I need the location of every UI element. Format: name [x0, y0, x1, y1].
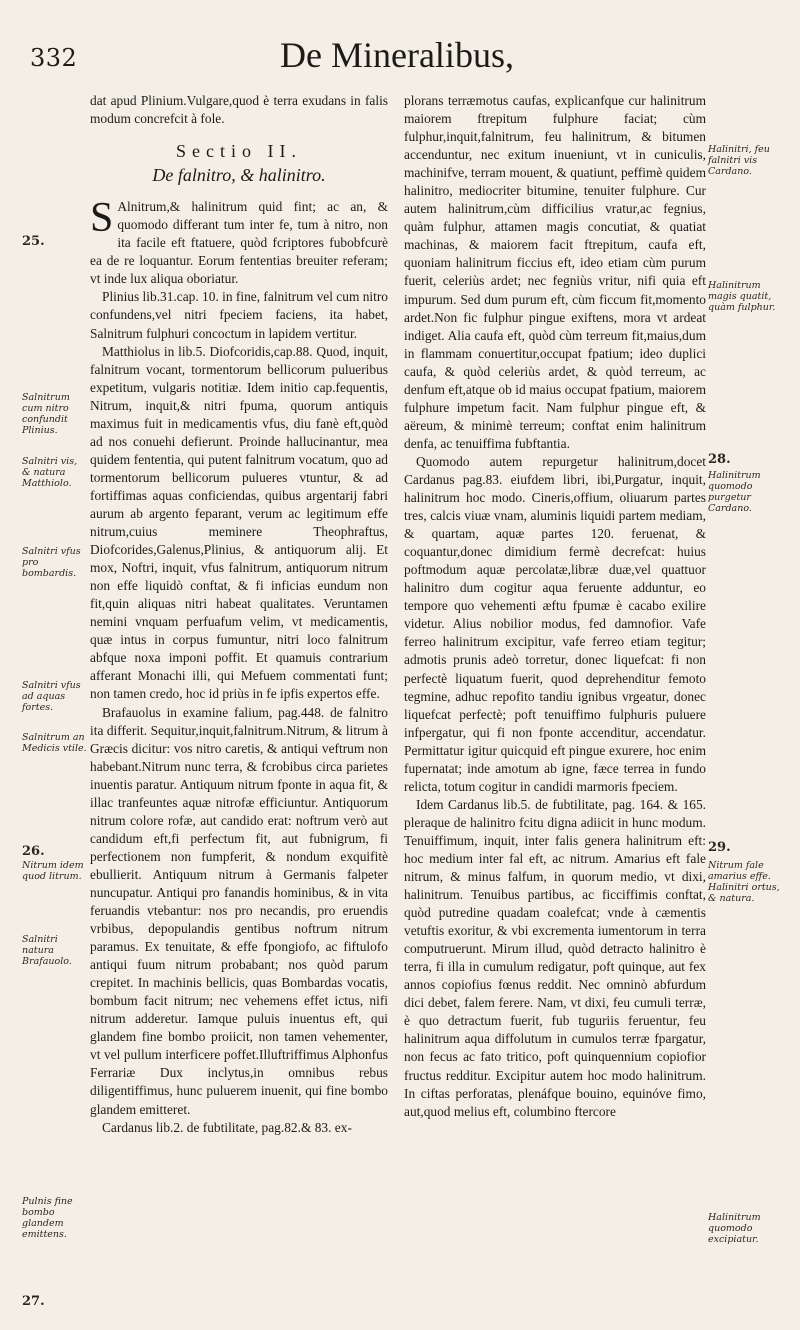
paragraph: Idem Cardanus lib.5. de fubtilitate, pag. 164. & 165. pleraque de halinitro fcitu digna adiicit in hunc modum. Tenuiffimum, inquit, inter falis genera halinitrum eft: hoc medium inter fal eft, ac nitrum. Amarius eft fale nitrum, & minus falfum, in quorum medio, vt dixi, halinitrum. Tenuibus partibus, ac ficciffimis conftat, quòd putredine quadam coalefcat; vnde à cæmentis vetuftis exoritur, & vbi excrementa iumentorum in terra computruerunt. Mirum illud, quòd detracto halinitro è terra, fi illa in cumulum redigatur, poft quinque, aut fex annos copiofius fœnus reddit. Nec omninò abfurdum dici debet, falem ferere. Nam, vt dixi, feu cumuli terræ, è quo detractum fuerit, fub tuguriis feruentur, feu halinitrum aqua diffolutum in cumulos terræ fpargatur, non fecus ac fato tritico, poft quinquennium copiofior fructus redditur. Excipitur autem hoc modo halinitrum. In ciftas perforatas, plenáfque bouino, equinóve fimo, aut,quod melius eft, columbino ftercore	[404, 796, 706, 1119]
paragraph: Cardanus lib.2. de fubtilitate, pag.82.& 83. ex-	[102, 1119, 352, 1135]
margin-note: Halinitrum quomodo purgetur Cardano.	[708, 470, 761, 514]
paragraph: Matthiolus in lib.5. Diofcoridis,cap.88. Quod, inquit, falnitrum vocant, tormentorum bellicorum pulueribus expetitum, vulgaris notitiæ. Idem initio cap.fequentis, Nitrum, inquit,& nitri fpuma, quorum antiquis maximus fuit in medicamentis vfus, diu fanè eft,quòd ad nos conuehi defierunt. Proinde hallucinantur, mea quidem fententia, qui putent falnitrum vocatum, quo ad tormentorum bellicorum pulueres vtuntur, & ad fortiffimas aquas conficiendas, quibus argentarij fabri aurum ab argento feparant, verum ac legitimum effe nitrum,cuius meminere Theophraftus, Diofcorides,Galenus,Plinius, & antiquorum alij. Et mox, Noftri, inquit, vfus falnitrum, antiquorum nitrum non effe liquidò conftat, & fi inficias eundum non fit,quin aliquas nitri habeat qualitates. Veruntamen nemini vnquam perfuafum velim, vt medicamentis, quæ intus in corpus fumuntur, nitri loco falnitrum abfque noxa imponi poffit. Et quamuis contrarium afferant Monachi illi, qui Mefuem commentati funt; non tamen credo, hoc id priùs in fe ipfis expertos effe.	[90, 343, 388, 702]
margin-note: Salnitri natura Brafauolo.	[22, 934, 72, 967]
drop-capital: S	[90, 195, 114, 242]
margin-note: Halinitrum quomodo excipiatur.	[708, 1212, 761, 1245]
margin-note: Nitrum idem quod litrum.	[22, 860, 84, 882]
margin-note: Salnitrum an Medicis vtile.	[22, 732, 87, 754]
section-title: De falnitro, & halinitro.	[152, 165, 326, 186]
paragraph: Plinius lib.31.cap. 10. in fine, falnitrum vel cum nitro confundens,vel nitri fpeciem faciens, ita habet, Salnitrum fulphuri concoctum in lapidem vertitur.	[90, 289, 388, 341]
margin-note: Nitrum fale amarius effe. Halinitri ortus, & natura.	[708, 860, 780, 904]
right-margin	[708, 84, 782, 1330]
page-header	[0, 14, 800, 84]
section-number-29: 29.	[708, 840, 731, 855]
section-number-26: 26.	[22, 844, 45, 859]
left-column	[90, 92, 388, 1137]
margin-note: Halinitri, feu falnitri vis Cardano.	[708, 144, 770, 177]
margin-note: Halinitrum magis quatit, quàm fulphur.	[708, 280, 776, 313]
paragraph	[90, 195, 388, 288]
margin-note: Salnitrum cum nitro confundit Plinius.	[22, 392, 70, 436]
running-title: De Mineralibus,	[280, 35, 514, 75]
section-number-28: 28.	[708, 452, 731, 467]
margin-note: Salnitri vfus ad aquas fortes.	[22, 680, 81, 713]
paragraph: Brafauolus in examine falium, pag.448. de falnitro ita differit. Sequitur,inquit,falnitrum.Nitrum, & litrum à Græcis dicitur: vos nitro caretis, & antiqui veftrum non habebant.Nitrum nunc terra, & fcrobibus circa parietes inuentis paratur. Antiquum nitrum fponte in aqua fit, & illac tranfeuntes aquæ nitrofæ efficiuntur. Antiquorum nitrum colore rofæ, aut candido erat: noftrum verò aut candidum eft,fi perfectum fit, aut fubnigrum, fi perfectionem non fumpferit, & nondum exquifitè ebullierit. Antiquum nitrum à Germanis falpeter nuncupatur. Antiqui pro fanandis hominibus, & in vita feruandis vtebantur: nos pro necandis, pro eruendis vrbibus, depopulandis gentibus noftrum nitrum paramus. Ex tenuitate, & effe fpongiofo, ac fiftulofo antiqui fuum nitrum probabant; nos quòd parum crepitet. In machinis bellicis, quas Bombardas vocatis, bombum facit nitrum; nec vehemens effet ictus, nifi nitrum adderetur. Iamque puluis inuentus eft, qui glandem fine bombo proiicit, non tamen vehementer, vt vel pullum interficere poffet.Illuftriffimus Alphonfus Ferrariæ Dux inclytus,in omnibus rebus diligentiffimus, hunc puluerem inuenit, qui fine bombo glandem emitteret.	[90, 704, 388, 1117]
margin-note: Pulnis fine bombo glandem emittens.	[22, 1196, 73, 1240]
margin-note: Salnitri vfus pro bombardis.	[22, 546, 81, 579]
paragraph: plorans terræmotus caufas, explicanfque cur halinitrum maiorem ftrepitum fulphure faciat; cùm fulphur,inquit,falnitrum, feu halinitrum, & bitumen accenduntur, nec exitum inueniunt, vt in cuniculis, machinifve, terram mouent, & quatiunt, peffimè quidem halinitro, mediocriter bitumine, tenuiter fulphure. Cur autem halinitrum,cùm difficilius vratur,ac fegnius, quàm fulphur, attamen magis concutiat, & quatiat machinas, & maiorem facit ftrepitum, caufa eft, quoniam halinitrum ficcius eft, ideo etiam cùm purum fuerit, celeriùs ardet; nec fegniùs vritur, nifi quia eft impurum. Sed dum purum eft, cùm ficcum fit,momento ardet.Non fic fulphur pingue exiftens, mora vt ardeat indiget. Alia caufa eft, quòd cùm terreum fit,maius,dum in flammam conuertitur,occupat fpatium; ideo duplici caufa, & quòd celeriùs ardet, & quòd terreum, ac denfum eft,atque ob id maius occupat fpatium, maiorem fulphure impetum facit. Nam fulphur pingue eft, & aëreum, & minimè terreum; conftat enim halinitrum denfa, ac tenuiffima fubftantia.	[404, 93, 706, 451]
section-number-27: 27.	[22, 1294, 45, 1309]
section-label: Sectio II.	[176, 141, 302, 162]
page-number: 332	[30, 44, 78, 72]
right-column	[404, 92, 706, 1121]
margin-note: Salnitri vis, & natura Matthiolo.	[22, 456, 78, 489]
paragraph: Quomodo autem repurgetur halinitrum,docet Cardanus pag.83. eiufdem libri, ibi,Purgatur, inquit, halinitrum hoc modo. Cineris,offium, oliuarum partes tres, calcis viuæ vnam, aluminis liquidi partem mediam, & quartam, aquæ partes 120. feruenat, & coquantur,donec dimidium fermè decrefcat: huius poftmodum aquæ percolatæ,libræ duæ,vel quattuor halinitro dum cogitur aqua feruente adduntur, eo tempore quo vehementi æftu fpumæ è cacabo exilire videtur. Alius nobilior modus, fed damnofior. Vafe ferreo halinitrum excipitur, vafe ferreo etiam tegitur; admotis prunis adeò torretur, donec liquefcat: fi non perfectè liquatum fuerit, quod deprehenditur femoto tegmine, adhuc repofito tandiu ignibus vrgeatur, donec liquefcat perfectè; poft tenuiffimo fulphuris puluere infpergatur, qui fi non fponte accenditur, accendatur. Permittatur igitur quicquid eft pingue exurere, hoc enim fupernatat; inde amotum ab igne, fæce terrea in fundo relicta, totum cogitur in candidi marmoris fpeciem.	[404, 453, 706, 794]
paragraph-text: Alnitrum,& halinitrum quid fint; ac an, & quomodo differant tum inter fe, tum à nitro, non ita facile eft ftatuere, quòd fcriptores fubobfcurè ea de re loquantur. Eorum fententias breuiter referam; vt inde lux aliqua oboriatur.	[90, 199, 388, 287]
intro-paragraph: dat apud Plinium.Vulgare,quod è terra exudans in falis modum concrefcit à fole.	[90, 93, 388, 127]
left-margin	[22, 84, 88, 1330]
section-number-25: 25.	[22, 234, 45, 249]
